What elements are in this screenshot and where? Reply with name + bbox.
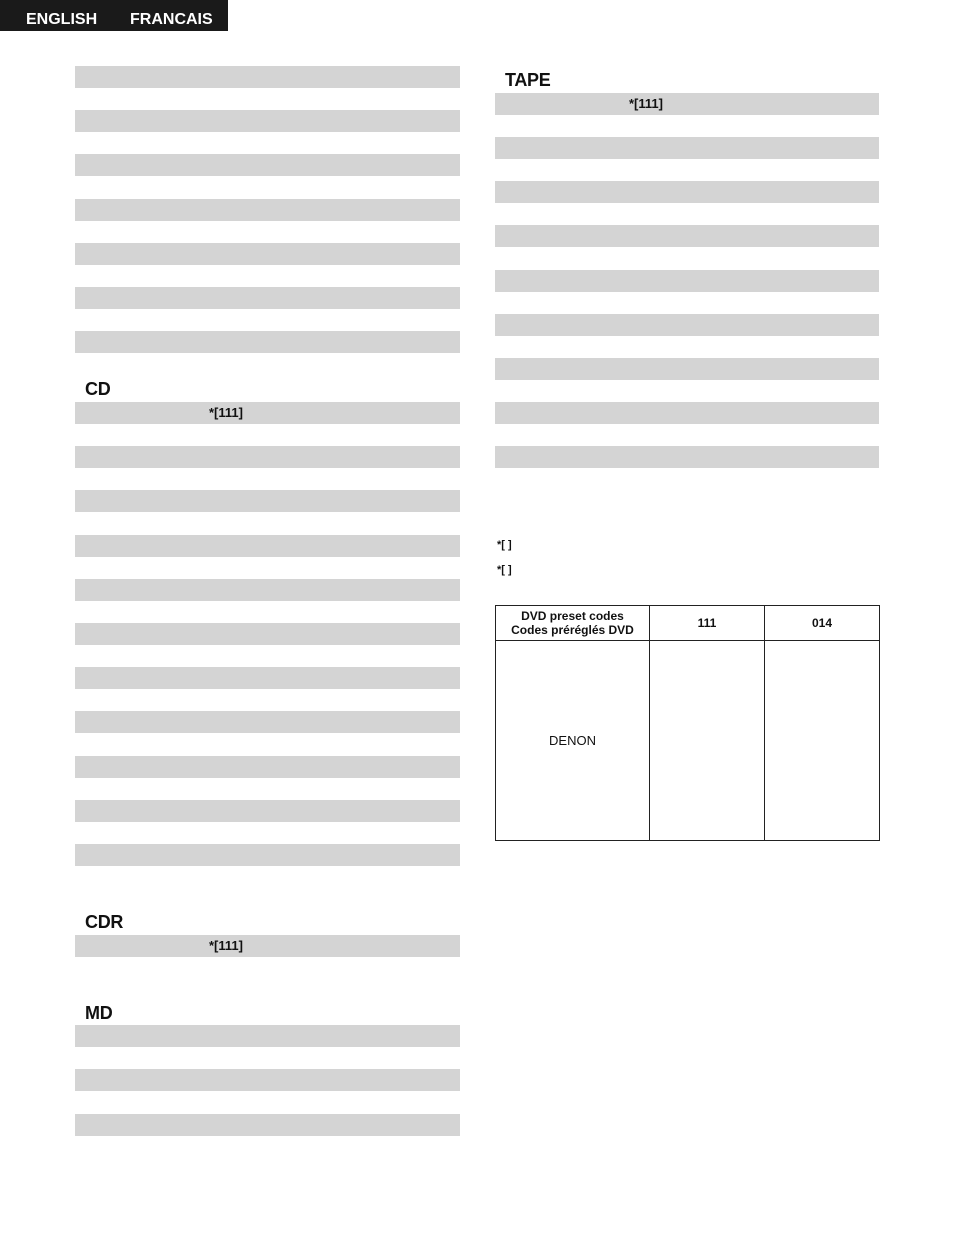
list-row [75,844,460,866]
list-row [75,446,460,468]
right-column [495,0,879,600]
table-header-label [496,606,650,641]
tape-preset-code: *[111] [629,96,663,111]
list-row [495,181,879,203]
footnote-2: *[ ] [497,564,512,576]
list-row [75,623,460,645]
list-row [75,331,460,353]
list-row [495,137,879,159]
footnote-1: *[ ] [497,539,512,551]
list-row [75,287,460,309]
table-header-code-111: 111 [650,606,765,641]
list-row [75,1069,460,1091]
cdr-code-row [75,935,460,957]
list-row [75,667,460,689]
brand-cell: DENON [496,641,650,841]
list-row [75,535,460,557]
tab-francais[interactable]: FRANCAIS [130,11,213,28]
list-row [75,800,460,822]
tape-code-row [495,93,879,115]
list-row [75,110,460,132]
list-row [75,1025,460,1047]
list-row [495,270,879,292]
list-row [75,66,460,88]
list-row [75,1114,460,1136]
list-row [495,225,879,247]
cd-preset-code: *[111] [209,405,243,420]
cd-heading: CD [85,379,111,399]
table-header-code-014: 014 [765,606,880,641]
list-row [75,490,460,512]
cdr-preset-code: *[111] [209,938,243,953]
list-row [75,243,460,265]
list-row [495,358,879,380]
list-row [75,756,460,778]
list-row [495,314,879,336]
tape-heading: TAPE [505,70,551,90]
cdr-heading: CDR [85,912,124,932]
header-line-english: DVD preset codes [521,609,624,623]
dvd-preset-codes-table [495,605,880,841]
tab-english[interactable]: ENGLISH [26,11,98,28]
left-column [75,0,460,1237]
list-row [75,579,460,601]
code-111-cell [650,641,765,841]
md-heading: MD [85,1003,113,1023]
table-row [496,641,880,841]
code-014-cell [765,641,880,841]
list-row [495,402,879,424]
list-row [495,446,879,468]
list-row [75,154,460,176]
cd-code-row [75,402,460,424]
header-line-french: Codes préréglés DVD [511,623,634,637]
list-row [75,199,460,221]
list-row [75,711,460,733]
table-header-row [496,606,880,641]
